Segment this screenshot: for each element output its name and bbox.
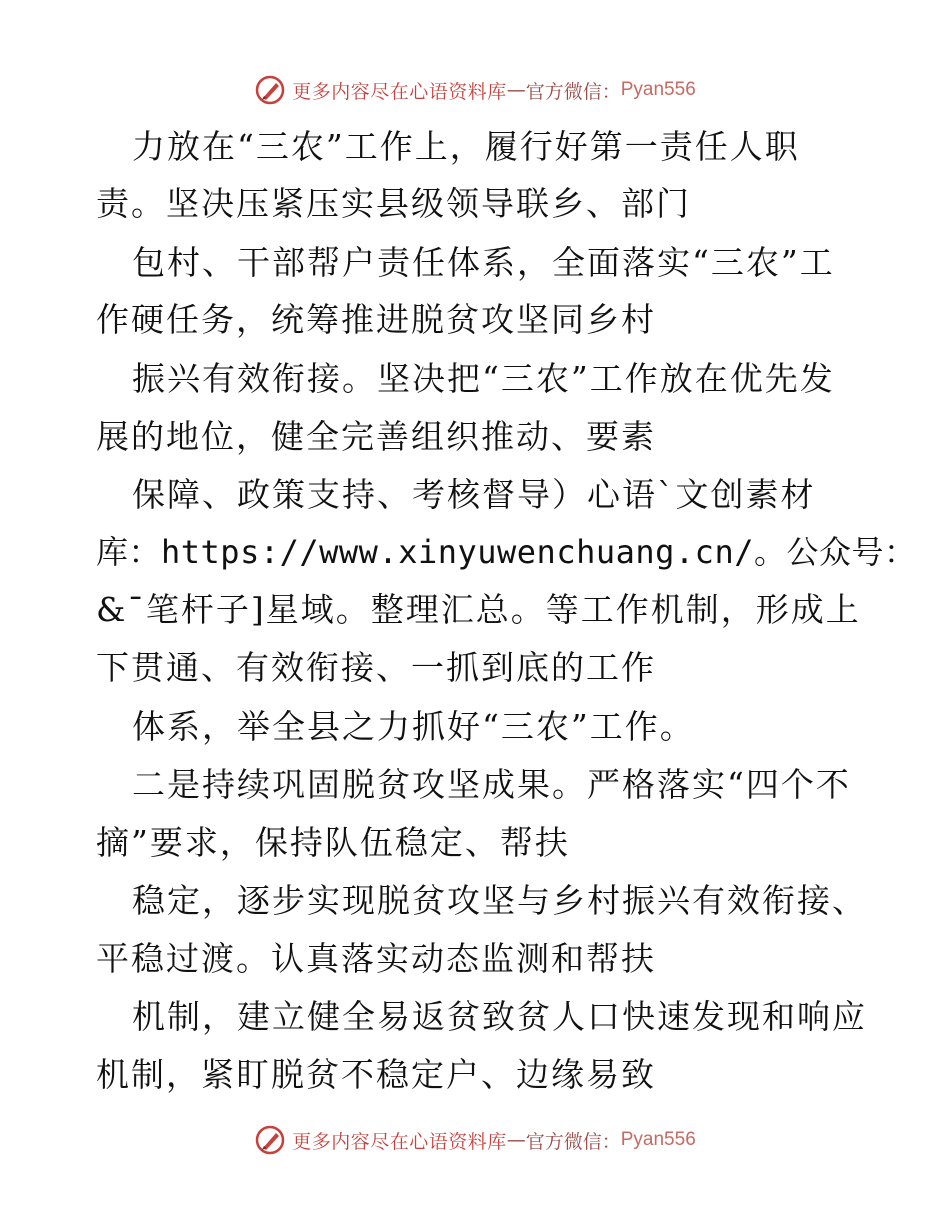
watermark-dash: — <box>506 1129 526 1151</box>
body-line: &¯笔杆子]星域。整理汇总。等工作机制，形成上 <box>96 590 861 629</box>
watermark-official-label: 官方微信： <box>525 80 621 103</box>
body-line: 机制，紧盯脱贫不稳定户、边缘易致 <box>96 1055 656 1094</box>
body-line: 摘”要求，保持队伍稳定、帮扶 <box>96 823 570 862</box>
watermark-text: 更多内容尽在心语资料库 <box>292 80 507 103</box>
body-line: 力放在“三农”工作上，履行好第一责任人职 <box>132 127 800 166</box>
watermark-wechat-id: Pyan556 <box>620 79 696 100</box>
body-line: 机制，建立健全易返贫致贫人口快速发现和响应 <box>132 997 867 1036</box>
pen-logo-icon <box>254 74 286 106</box>
body-line: 二是持续巩固脱贫攻坚成果。严格落实“四个不 <box>132 765 851 804</box>
body-line: 保障、政策支持、考核督导）心语`文创素材 <box>132 475 816 514</box>
watermark-official-label: 官方微信： <box>525 1130 621 1153</box>
body-line: 振兴有效衔接。坚决把“三农”工作放在优先发 <box>132 359 835 398</box>
body-line: 展的地位，健全完善组织推动、要素 <box>96 417 656 456</box>
pen-logo-icon <box>254 1124 286 1156</box>
body-line: 责。坚决压紧压实县级领导联乡、部门 <box>96 184 691 223</box>
watermark-dash: — <box>506 79 526 101</box>
body-line: 作硬任务，统筹推进脱贫攻坚同乡村 <box>96 300 656 339</box>
body-line: 下贯通、有效衔接、一抓到底的工作 <box>96 648 656 687</box>
watermark-wechat-id: Pyan556 <box>620 1129 696 1150</box>
body-line: 平稳过渡。认真落实动态监测和帮扶 <box>96 939 656 978</box>
body-line: 稳定，逐步实现脱贫攻坚与乡村振兴有效衔接、 <box>132 881 867 920</box>
header-watermark <box>0 70 950 110</box>
body-line-url: 库：https://www.xinyuwenchuang.cn/。公众号： <box>96 533 917 571</box>
watermark-text: 更多内容尽在心语资料库 <box>292 1130 507 1153</box>
body-line: 包村、干部帮户责任体系，全面落实“三农”工 <box>132 243 835 282</box>
body-line: 体系，举全县之力抓好“三农”工作。 <box>132 707 695 746</box>
footer-watermark <box>0 1120 950 1160</box>
